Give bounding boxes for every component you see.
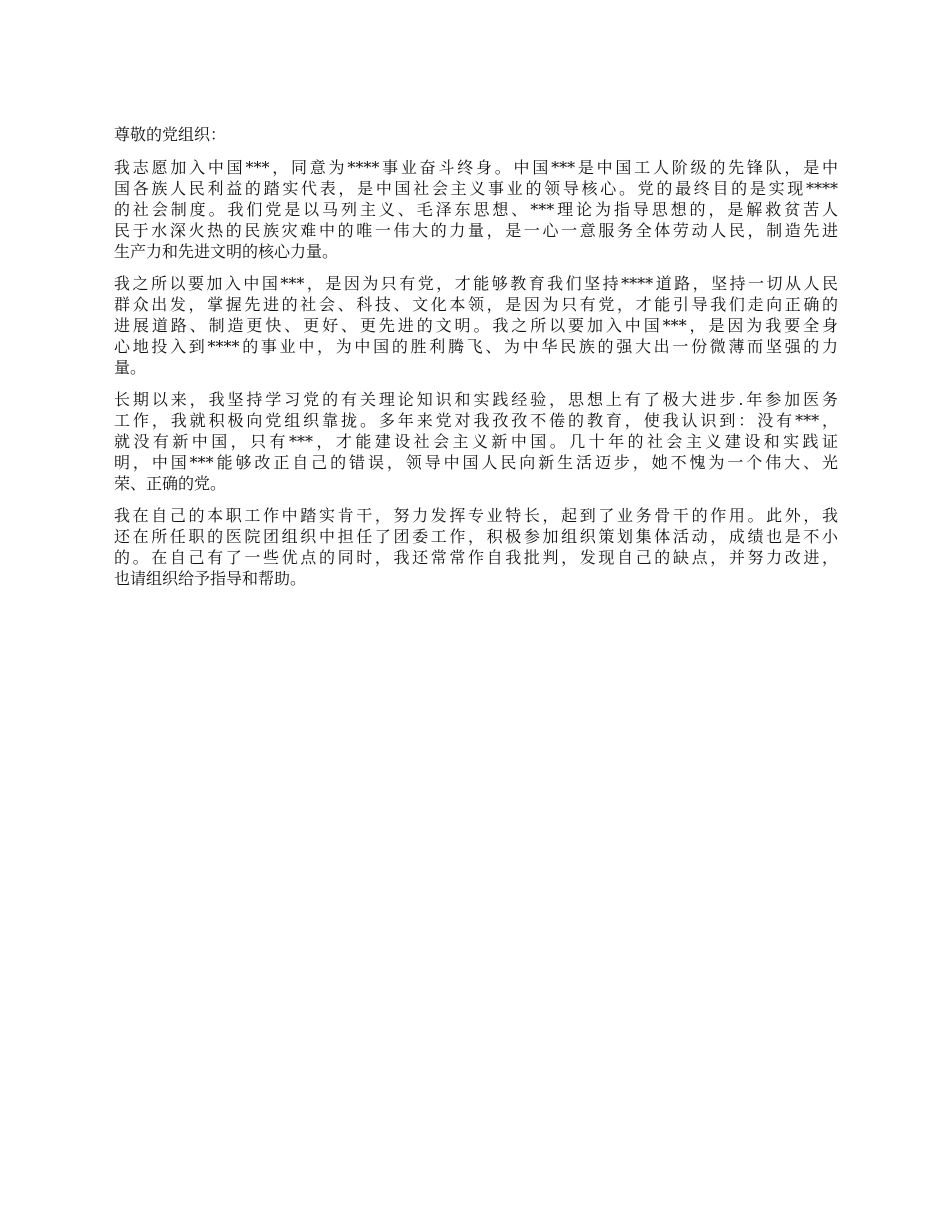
paragraph-line: 国各族人民利益的踏实代表，是中国社会主义事业的领导核心。党的最终目的是实现**** [114,179,838,198]
paragraph-line: 还在所任职的医院团组织中担任了团委工作，积极参加组织策划集体活动，成绩也是不小 [114,527,838,546]
paragraph-line: 长期以来，我坚持学习党的有关理论知识和实践经验，思想上有了极大进步.年参加医务 [114,390,838,409]
paragraph-line: 进展道路、制造更快、更好、更先进的文明。我之所以要加入中国***，是因为我要全身 [114,316,838,335]
paragraph-line: 荣、正确的党。 [114,474,227,493]
paragraph-line: 工作，我就积极向党组织靠拢。多年来党对我孜孜不倦的教育，使我认识到：没有***， [114,411,838,430]
paragraph-3 [114,389,838,494]
paragraph-line: 我在自己的本职工作中踏实肯干，努力发挥专业特长，起到了业务骨干的作用。此外，我 [114,506,838,525]
paragraph-line: 的。在自己有了一些优点的同时，我还常常作自我批判，发现自己的缺点，并努力改进， [114,548,838,567]
paragraph-line: 生产力和先进文明的核心力量。 [114,242,339,261]
paragraph-line: 的社会制度。我们党是以马列主义、毛泽东思想、***理论为指导思想的，是解救贫苦人 [114,200,838,219]
paragraph-line: 也请组织给予指导和帮助。 [114,569,307,588]
paragraph-line: 群众出发，掌握先进的社会、科技、文化本领，是因为只有党，才能引导我们走向正确的 [114,295,838,314]
paragraph-line: 我志愿加入中国***，同意为****事业奋斗终身。中国***是中国工人阶级的先锋队，是中 [114,158,838,177]
paragraph-line: 明，中国***能够改正自己的错误，领导中国人民向新生活迈步，她不愧为一个伟大、光 [114,453,838,472]
paragraph-line: 量。 [114,358,147,377]
paragraph-line: 心地投入到****的事业中，为中国的胜利腾飞、为中华民族的强大出一份微薄而坚强的力 [114,337,838,356]
paragraph-line: 我之所以要加入中国***，是因为只有党，才能够教育我们坚持****道路，坚持一切从人民 [114,274,838,293]
paragraph-4 [114,505,838,589]
paragraph-line: 民于水深火热的民族灾难中的唯一伟大的力量，是一心一意服务全体劳动人民，制造先进 [114,221,838,240]
paragraph-1 [114,157,838,262]
paragraph-line: 就没有新中国，只有***，才能建设社会主义新中国。几十年的社会主义建设和实践证 [114,432,838,451]
paragraph-2 [114,273,838,378]
document-body [114,124,838,600]
salutation: 尊敬的党组织： [114,125,227,144]
